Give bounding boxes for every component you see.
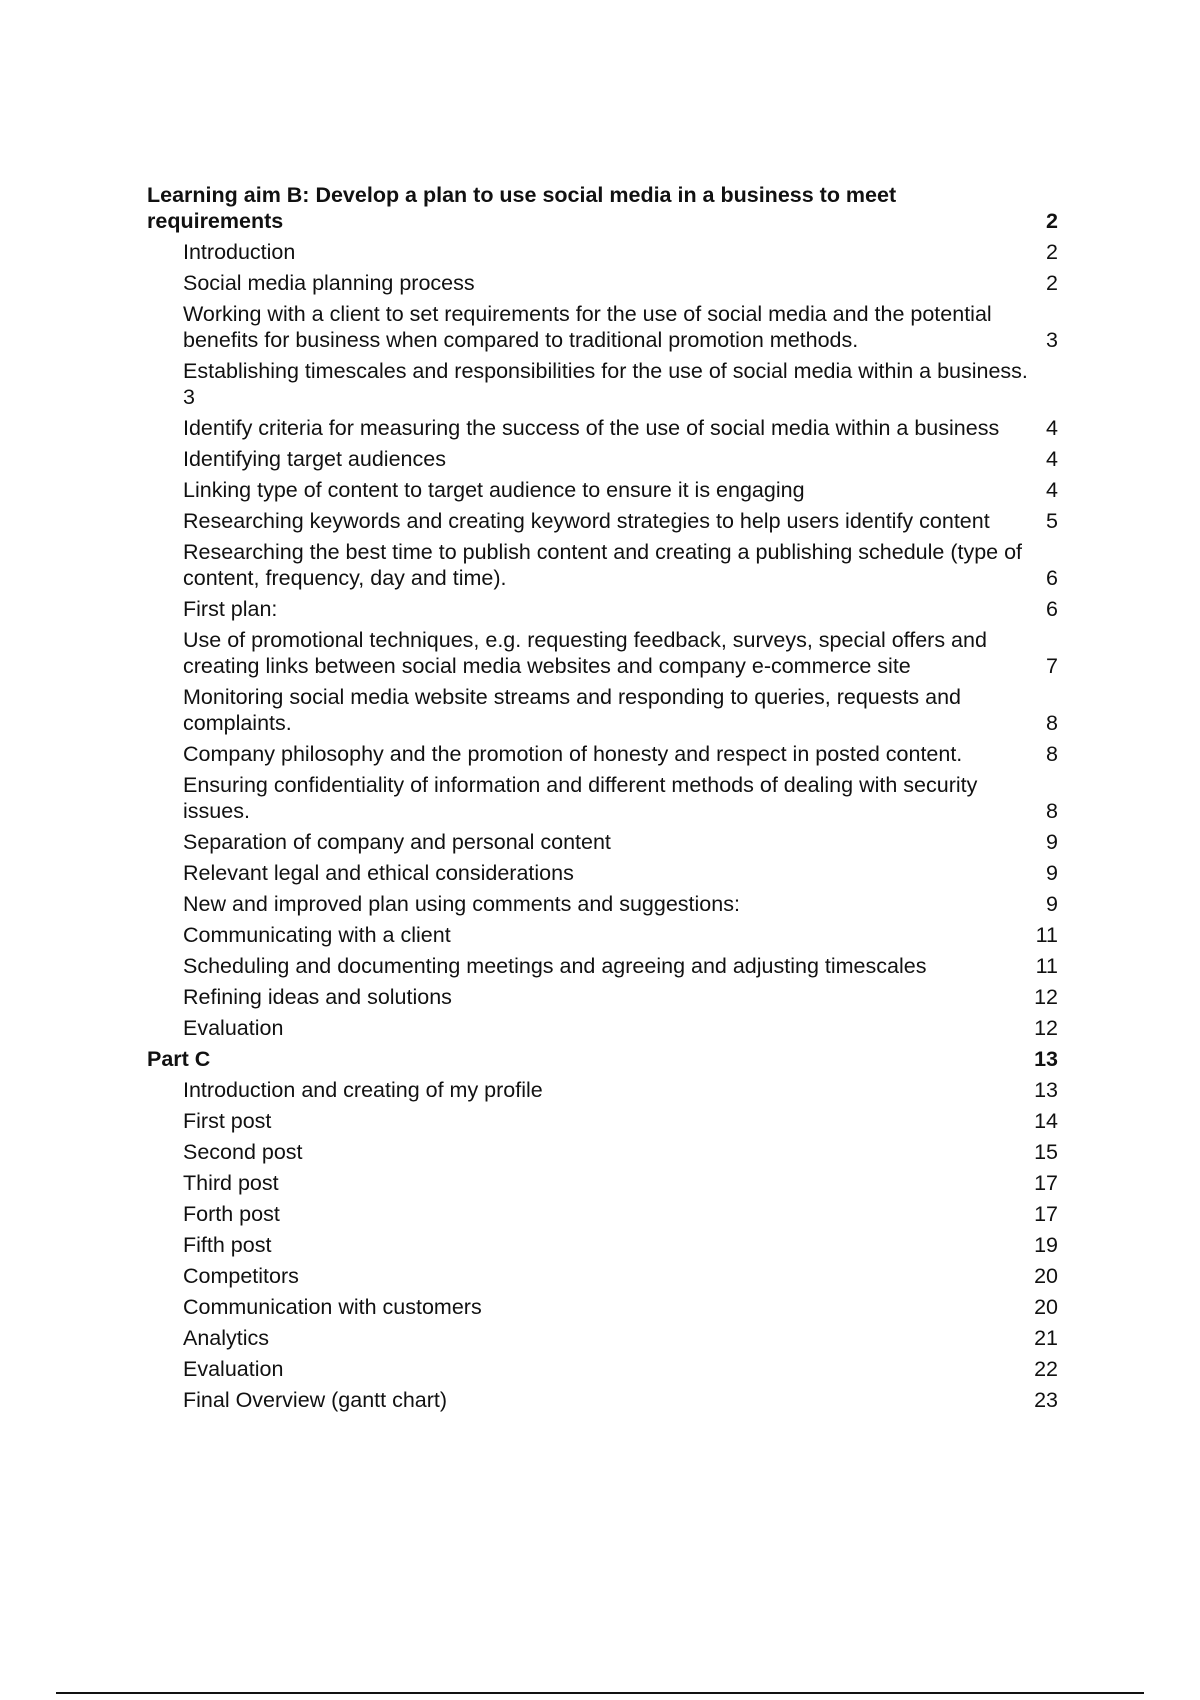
toc-entry[interactable] <box>147 1323 1058 1354</box>
toc-entry-title: Social media planning process <box>183 271 475 295</box>
toc-entry[interactable] <box>147 1261 1058 1292</box>
toc-page-number: 11 <box>1035 923 1058 947</box>
toc-entry[interactable] <box>147 889 1058 920</box>
toc-section-b[interactable] <box>147 180 1058 237</box>
toc-entry[interactable] <box>147 770 1058 827</box>
toc-page-number: 20 <box>1034 1295 1058 1319</box>
toc-page-number: 13 <box>1034 1047 1058 1071</box>
footer-divider <box>56 1692 1144 1694</box>
toc-entry-title: Final Overview (gantt chart) <box>183 1388 448 1412</box>
toc-page-number: 4 <box>1046 478 1058 502</box>
toc-page-number: 6 <box>1046 597 1058 621</box>
toc-page-number: 8 <box>1046 742 1058 766</box>
toc-page-number: 20 <box>1034 1264 1058 1288</box>
toc-entry[interactable] <box>147 594 1058 625</box>
toc-page-number: 22 <box>1034 1357 1058 1381</box>
toc-entry-title: Analytics <box>183 1326 270 1350</box>
toc-page-number: 4 <box>1046 416 1058 440</box>
toc-entry[interactable] <box>147 951 1058 982</box>
toc-entry-title: Fifth post <box>183 1233 272 1257</box>
toc-entry-title: New and improved plan using comments and suggestions: <box>183 892 740 916</box>
toc-page-number: 8 <box>1046 799 1058 823</box>
toc-entry[interactable] <box>147 299 1058 356</box>
toc-entry-title: Competitors <box>183 1264 299 1288</box>
toc-page-number: 2 <box>1046 240 1058 264</box>
toc-page-number: 3 <box>1046 328 1058 352</box>
toc-page-number: 2 <box>1046 209 1058 233</box>
table-of-contents <box>147 180 1058 1416</box>
toc-section-c[interactable] <box>147 1044 1058 1075</box>
toc-entry-title: Researching keywords and creating keyword strategies to help users identify content <box>183 509 990 533</box>
toc-page-number: 12 <box>1034 1016 1058 1040</box>
toc-entry-title: Third post <box>183 1171 279 1195</box>
toc-entry-title: Communication with customers <box>183 1295 482 1319</box>
toc-entry-title: Company philosophy and the promotion of honesty and respect in posted content. <box>183 742 963 766</box>
toc-page-number: 19 <box>1034 1233 1058 1257</box>
toc-entry-title: Researching the best time to publish content and creating a publishing schedule (type of content, frequency, day and time). <box>183 540 1023 590</box>
toc-page-number: 11 <box>1035 954 1058 978</box>
toc-page-number: 9 <box>1046 830 1058 854</box>
toc-page-number: 7 <box>1046 654 1058 678</box>
toc-entry[interactable] <box>147 356 1058 413</box>
toc-page-number: 8 <box>1046 711 1058 735</box>
toc-page-number: 4 <box>1046 447 1058 471</box>
toc-entry-title: Introduction <box>183 240 296 264</box>
toc-entry[interactable] <box>147 1075 1058 1106</box>
toc-page-number: 6 <box>1046 566 1058 590</box>
toc-entry-title: Use of promotional techniques, e.g. requesting feedback, surveys, special offers and creating links between social media websites and company e-commerce site <box>183 628 987 678</box>
toc-entry[interactable] <box>147 1385 1058 1416</box>
toc-entry-title: Working with a client to set requirements for the use of social media and the potential benefits for business when compared to traditional promotion methods. <box>183 302 992 352</box>
toc-entry[interactable] <box>147 1230 1058 1261</box>
toc-entry-title: Monitoring social media website streams and responding to queries, requests and complaints. <box>183 685 962 735</box>
toc-entry-title: Ensuring confidentiality of information and different methods of dealing with security issues. <box>183 773 978 823</box>
toc-entry-title: Introduction and creating of my profile <box>183 1078 543 1102</box>
toc-entry-title: Communicating with a client <box>183 923 451 947</box>
toc-entry[interactable] <box>147 1013 1058 1044</box>
toc-entry[interactable] <box>147 1168 1058 1199</box>
toc-entry-title: Separation of company and personal content <box>183 830 611 854</box>
toc-entry[interactable] <box>147 537 1058 594</box>
toc-entry-title: Refining ideas and solutions <box>183 985 452 1009</box>
toc-entry[interactable] <box>147 682 1058 739</box>
toc-entry-title: Evaluation <box>183 1357 284 1381</box>
toc-entry[interactable] <box>147 920 1058 951</box>
toc-entry[interactable] <box>147 982 1058 1013</box>
toc-entry-title: Second post <box>183 1140 303 1164</box>
toc-entry-title: Relevant legal and ethical considerations <box>183 861 574 885</box>
toc-entry[interactable] <box>147 506 1058 537</box>
toc-entry-title: Scheduling and documenting meetings and agreeing and adjusting timescales <box>183 954 927 978</box>
toc-page-number: 17 <box>1034 1171 1058 1195</box>
toc-page-number: 9 <box>1046 861 1058 885</box>
toc-page-number: 5 <box>1046 509 1058 533</box>
toc-entry[interactable] <box>147 237 1058 268</box>
toc-entry[interactable] <box>147 625 1058 682</box>
toc-entry-title: Identifying target audiences <box>183 447 446 471</box>
toc-entry[interactable] <box>147 268 1058 299</box>
toc-entry-title: Linking type of content to target audience to ensure it is engaging <box>183 478 805 502</box>
toc-entry[interactable] <box>147 1137 1058 1168</box>
toc-page-number: 12 <box>1034 985 1058 1009</box>
toc-page-number: 14 <box>1034 1109 1058 1133</box>
toc-page-number: 2 <box>1046 271 1058 295</box>
toc-page-number: 21 <box>1034 1326 1058 1350</box>
toc-entry[interactable] <box>147 1292 1058 1323</box>
toc-page-number: 23 <box>1034 1388 1058 1412</box>
toc-entry[interactable] <box>147 739 1058 770</box>
toc-entry[interactable] <box>147 475 1058 506</box>
toc-section-title: Learning aim B: Develop a plan to use social media in a business to meet requirements <box>147 183 897 233</box>
toc-entry[interactable] <box>147 1354 1058 1385</box>
toc-entry[interactable] <box>147 444 1058 475</box>
toc-entry-title: Evaluation <box>183 1016 284 1040</box>
toc-entry[interactable] <box>147 827 1058 858</box>
toc-entry[interactable] <box>147 858 1058 889</box>
toc-section-title: Part C <box>147 1047 211 1071</box>
toc-entry-title: First plan: <box>183 597 278 621</box>
toc-page-number: 13 <box>1034 1078 1058 1102</box>
toc-page-number: 9 <box>1046 892 1058 916</box>
toc-entry-title: Identify criteria for measuring the success of the use of social media within a business <box>183 416 1000 440</box>
toc-page-number: 3 <box>183 385 195 409</box>
toc-entry[interactable] <box>147 413 1058 444</box>
toc-page-number: 15 <box>1034 1140 1058 1164</box>
toc-page-number: 17 <box>1034 1202 1058 1226</box>
toc-entry-title: Forth post <box>183 1202 280 1226</box>
toc-entry-title: Establishing timescales and responsibilities for the use of social media within a business. <box>183 359 1028 383</box>
toc-entry[interactable] <box>147 1106 1058 1137</box>
toc-entry-title: First post <box>183 1109 272 1133</box>
toc-entry[interactable] <box>147 1199 1058 1230</box>
